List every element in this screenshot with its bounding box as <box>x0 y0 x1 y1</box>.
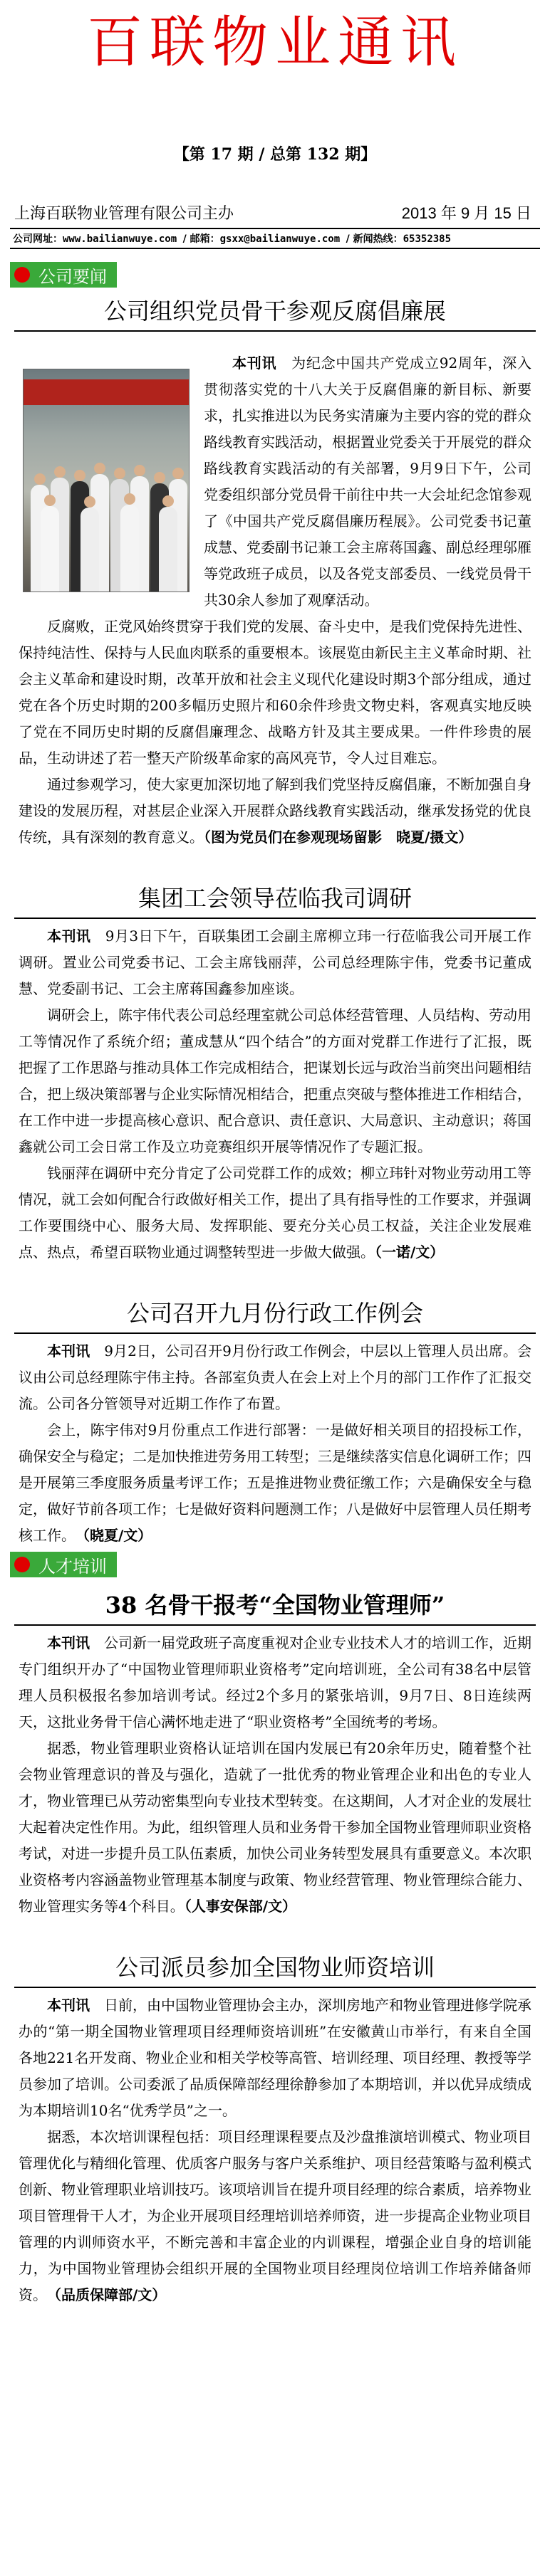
article-paragraph: 9月3日下午，百联集团工会副主席柳立玮一行莅临我公司开展工作调研。置业公司党委书记、工会主席钱丽萍，公司总经理陈宇伟，党委书记董成慧、党委副书记、工会主席蒋国鑫参加座谈。 <box>19 927 532 997</box>
article-paragraph: 通过参观学习，使大家更加深切地了解到我们党坚持反腐倡廉，不断加强自身建设的发展历程，对甚层企业深入开展群众路线教育实践活动，继承发扬党的优良传统，具有深刻的教育意义。 <box>19 776 531 846</box>
article-paragraph: 9月2日，公司召开9月份行政工作例会，中层以上管理人员出席。会议由公司总经理陈宇伟主持。各部室负责人在会上对上个月的部门工作作了汇报交流。公司各分管领导对近期工作作了布置。 <box>19 1342 532 1412</box>
byline: 本刊讯 <box>47 1342 90 1360</box>
issue-number: 【第 17 期 / 总第 132 期】 <box>173 145 377 164</box>
website-label: 公司网址： <box>13 233 63 245</box>
masthead-title: 百联物业通讯 <box>86 11 463 75</box>
article-title: 38 名骨干报考“全国物业管理师” <box>14 1587 536 1626</box>
article-paragraph: 日前，由中国物业管理协会主办，深圳房地产和物业管理进修学院承办的“第一期全国物业管理项目经理师资培训班”在安徽黄山市举行，有来自全国各地221名开发商、物业企业和相关学校等高管、培训经理、项目经理、教授等学员参加了培训。公司委派了品质保障部经理徐静参加了本期培训，并以优异成绩成为本期培训10名“优秀学员”之一。 <box>19 1997 531 2119</box>
section-company-news <box>10 262 117 288</box>
publisher-line <box>14 201 531 224</box>
section-talent-training <box>10 1552 117 1577</box>
email-link[interactable]: gsxx@bailianwuye.com <box>219 233 341 245</box>
byline: 本刊讯 <box>232 354 277 372</box>
article-body <box>19 1630 531 1920</box>
author-credit: （品质保障部/文） <box>54 2286 167 2303</box>
bullet-dot-icon <box>14 267 30 283</box>
article-title: 公司召开九月份行政工作例会 <box>14 1295 536 1334</box>
bullet-dot-icon <box>14 1557 30 1572</box>
group-photo-image <box>23 369 190 592</box>
article-paragraph: 钱丽萍在调研中充分肯定了公司党群工作的成效；柳立玮针对物业劳动用工等情况，就工会如何配合行政做好相关工作，提出了具有指导性的工作要求，并强调工作要围绕中心、服务大局、发挥职能、要充分关心员工权益，关注企业发展难点、热点，希望百联物业通过调整转型进一步做大做强。 <box>19 1165 531 1261</box>
article-paragraph: 公司新一届党政班子高度重视对企业专业技术人才的培训工作，近期专门组织开办了“中国物业管理师职业资格考”定向培训班，全公司有38名中层管理人员积极报名参加培训考试。经过2个多月的紧张培训，9月7日、8日连续两天，这批业务骨干信心满怀地走进了“职业资格考”全国统考的考场。 <box>19 1634 531 1730</box>
section-label: 人才培训 <box>38 1556 107 1577</box>
publish-date: 2013 年 9 月 15 日 <box>401 204 531 222</box>
byline: 本刊讯 <box>47 1634 90 1651</box>
article-title: 公司组织党员骨干参观反腐倡廉展 <box>14 293 536 332</box>
article-body <box>19 350 531 851</box>
website-link[interactable]: www.bailianwuye.com <box>63 233 177 245</box>
article-title: 公司派员参加全国物业师资培训 <box>14 1950 536 1988</box>
author-credit: （人事安保部/文） <box>184 1898 297 1915</box>
publisher-name: 上海百联物业管理有限公司主办 <box>14 204 234 222</box>
article-title: 集团工会领导莅临我司调研 <box>14 880 536 919</box>
byline: 本刊讯 <box>47 1997 90 2014</box>
article-body <box>19 923 531 1266</box>
article-paragraph: 为纪念中国共产党成立92周年，深入贯彻落实党的十八大关于反腐倡廉的新目标、新要求，扎实推进以为民务实清廉为主要内容的党的群众路线教育实践活动，根据置业党委关于开展党的群众路线教育实践活动的有关部署，9月9日下午，公司党委组织部分党员骨干前往中共一大会址纪念馆参观了《中国共产党反腐倡廉历程展》。公司党委书记董成慧、党委副书记兼工会主席蒋国鑫、副总经理邬雁等党政班子成员，以及各党支部委员、一线党员骨干共30余人参加了观摩活动。 <box>204 354 531 609</box>
article-paragraph: 调研会上，陈宇伟代表公司总经理室就公司总体经营管理、人员结构、劳动用工等情况作了系统介绍；董成慧从“四个结合”的方面对党群工作进行了汇报，既把握了工作思路与推动具体工作完成相结合，把谋划长远与政治当前突出问题相结合，把上级决策部署与企业实际情况相结合，把重点突破与整体推进工作相结合，在工作中进一步提高核心意识、配合意识、责任意识、大局意识、主动意识；蒋国鑫就公司工会日常工作及立功竞赛组织开展等情况作了专题汇报。 <box>19 1006 531 1155</box>
photo-banner <box>24 379 189 405</box>
article-body <box>19 1338 531 1549</box>
article-paragraph: 会上，陈宇伟对9月份重点工作进行部署：一是做好相关项目的招投标工作，确保安全与稳定；二是加快推进劳务用工转型；三是继续落实信息化调研工作；四是开展第三季度服务质量考评工作；五是推进物业费征缴工作；六是确保安全与稳定，做好节前各项工作；七是做好资料问题测工作；八是做好中层管理人员任期考核工作。 <box>19 1421 531 1544</box>
photo-credit: （图为党员们在参观现场留影 晓夏/摄文） <box>204 829 473 846</box>
section-label: 公司要闻 <box>38 266 107 287</box>
author-credit: （一诺/文） <box>375 1244 445 1261</box>
hotline-number: 65352385 <box>403 233 452 245</box>
article-body <box>19 1992 531 2308</box>
contact-bar <box>10 228 540 249</box>
email-label: / 邮箱： <box>182 233 220 245</box>
article-paragraph: 据悉，物业管理职业资格认证培训在国内发展已有20余年历史，随着整个社会物业管理意识的普及与强化，造就了一批优秀的物业管理企业和出色的专业人才，物业管理已从劳动密集型向专业技术型转变。在这期间，人才对企业的发展壮大起着决定性作用。为此，组织管理人员和业务骨干参加全国物业管理师职业资格考试，对进一步提升员工队伍素质，加快公司业务转型发展具有重要意义。本次职业资格考内容涵盖物业管理基本制度与政策、物业经营管理、物业管理综合能力、物业管理实务等4个科目。 <box>19 1740 531 1915</box>
author-credit: （晓夏/文） <box>83 1527 152 1544</box>
byline: 本刊讯 <box>47 927 91 945</box>
hotline-label: / 新闻热线： <box>346 233 403 245</box>
article-paragraph: 据悉，本次培训课程包括：项目经理课程要点及沙盘推演培训模式、物业项目管理优化与精细化管理、优质客户服务与客户关系维护、项目经营策略与盈利模式创新、物业管理职业培训技巧。该项培训旨在提升项目经理的综合素质，培养物业项目管理骨干人才，为企业开展项目经理培训培养师资，进一步提高企业物业项目管理的内训师资水平，不断完善和丰富企业的内训课程，增强企业自身的培训能力，为中国物业管理协会组织开展的全国物业项目经理岗位培训工作培养储备师资。 <box>19 2128 531 2303</box>
article-paragraph: 反腐败，正党风始终贯穿于我们党的发展、奋斗史中，是我们党保持先进性、保持纯洁性、保持与人民血肉联系的重要根本。该展览由新民主主义革命时期、社会主义革命和建设时期，改革开放和社会主义现代化建设时期3个部分组成，通过党在各个历史时期的200多幅历史照片和60余件珍贵文物史料，客观真实地反映了党在不同历史时期的反腐倡廉理念、战略方针及其主要成果。一件件珍贵的展品，生动讲述了若一整天产阶级革命家的高风亮节，令人过目难忘。 <box>19 618 531 767</box>
